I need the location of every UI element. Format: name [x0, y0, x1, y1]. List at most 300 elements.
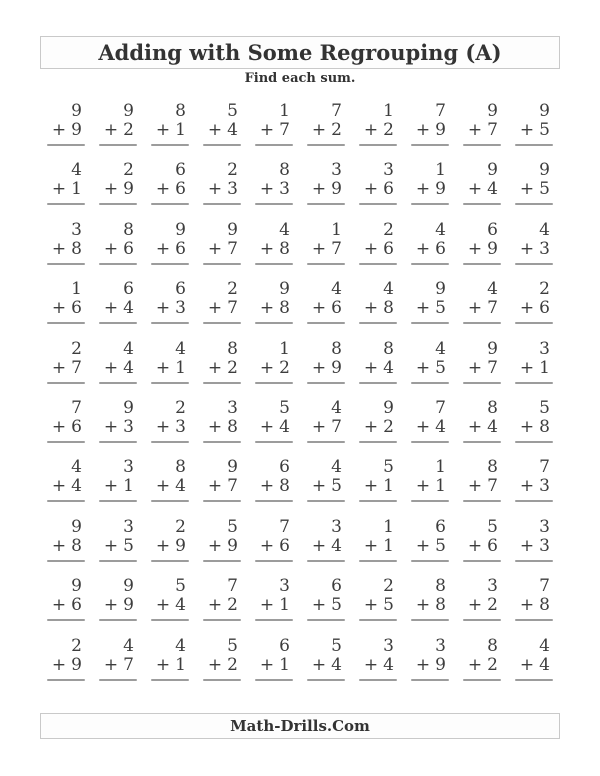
plus-operator: +: [519, 535, 535, 556]
addend-bottom-row: [312, 477, 345, 496]
addition-problem: [404, 160, 456, 219]
addend-top: 9: [123, 398, 134, 418]
addend-bottom: 1: [175, 357, 186, 378]
answer-line: [411, 263, 449, 265]
addend-bottom: 1: [383, 535, 394, 556]
plus-operator: +: [51, 238, 67, 259]
addend-bottom-row: [260, 418, 293, 437]
addend-bottom: 5: [539, 179, 550, 200]
plus-operator: +: [155, 357, 171, 378]
addend-bottom: 5: [331, 476, 342, 497]
plus-operator: +: [467, 357, 483, 378]
addend-bottom: 7: [71, 357, 82, 378]
addend-bottom-row: [520, 121, 553, 140]
addend-bottom: 8: [71, 238, 82, 259]
addition-problem: [40, 636, 92, 695]
answer-line: [203, 263, 241, 265]
addend-bottom-row: [312, 537, 345, 556]
addend-bottom-row: [468, 596, 501, 615]
addend-bottom: 2: [487, 654, 498, 675]
addition-problem: [352, 160, 404, 219]
addend-bottom: 3: [539, 238, 550, 259]
addend-bottom-row: [260, 240, 293, 259]
plus-operator: +: [311, 238, 327, 259]
addend-bottom: 9: [435, 179, 446, 200]
addend-top: 5: [227, 635, 238, 656]
addend-bottom: 8: [71, 535, 82, 556]
addend-bottom-row: [520, 537, 553, 556]
addend-bottom-row: [416, 299, 449, 318]
addend-top: 6: [123, 279, 134, 300]
addend-bottom-row: [52, 180, 85, 199]
answer-line: [99, 382, 137, 384]
plus-operator: +: [155, 298, 171, 319]
addend-bottom-row: [416, 418, 449, 437]
addend-top: 1: [279, 101, 290, 121]
addition-problem: [456, 339, 508, 398]
answer-line: [307, 619, 345, 621]
answer-line: [255, 263, 293, 265]
plus-operator: +: [51, 535, 67, 556]
addend-top: 6: [279, 635, 290, 656]
plus-operator: +: [363, 595, 379, 616]
addend-top: 7: [331, 101, 342, 121]
plus-operator: +: [363, 654, 379, 675]
answer-line: [307, 263, 345, 265]
plus-operator: +: [51, 595, 67, 616]
answer-line: [515, 679, 553, 681]
answer-line: [99, 679, 137, 681]
addend-top: 9: [71, 516, 82, 537]
addend-top: 9: [487, 101, 498, 121]
answer-line: [359, 679, 397, 681]
addend-bottom-row: [312, 596, 345, 615]
addend-bottom: 1: [175, 654, 186, 675]
plus-operator: +: [259, 238, 275, 259]
addend-bottom-row: [104, 537, 137, 556]
addend-top: 3: [279, 576, 290, 597]
addend-bottom-row: [260, 656, 293, 675]
plus-operator: +: [207, 654, 223, 675]
plus-operator: +: [51, 476, 67, 497]
addend-top: 3: [71, 219, 82, 240]
plus-operator: +: [103, 238, 119, 259]
addition-problem: [92, 101, 144, 160]
plus-operator: +: [155, 654, 171, 675]
answer-line: [411, 500, 449, 502]
addend-bottom-row: [52, 121, 85, 140]
plus-operator: +: [103, 298, 119, 319]
addend-top: 3: [435, 635, 446, 656]
addition-problem: [248, 398, 300, 457]
addend-top: 4: [331, 457, 342, 478]
plus-operator: +: [259, 654, 275, 675]
answer-line: [411, 441, 449, 443]
addend-bottom: 6: [383, 238, 394, 259]
plus-operator: +: [415, 417, 431, 437]
title-box: [40, 36, 560, 69]
answer-line: [411, 560, 449, 562]
plus-operator: +: [415, 357, 431, 378]
addition-problem: [92, 279, 144, 338]
addend-bottom-row: [312, 359, 345, 378]
addend-bottom: 6: [71, 417, 82, 437]
addend-top: 1: [383, 101, 394, 121]
plus-operator: +: [415, 120, 431, 140]
addition-problem: [196, 339, 248, 398]
addition-problem: [456, 398, 508, 457]
answer-line: [203, 679, 241, 681]
addend-bottom: 4: [175, 595, 186, 616]
answer-line: [307, 500, 345, 502]
addend-bottom-row: [416, 656, 449, 675]
answer-line: [151, 500, 189, 502]
plus-operator: +: [311, 476, 327, 497]
addend-bottom-row: [208, 477, 241, 496]
plus-operator: +: [363, 179, 379, 200]
addend-bottom: 4: [71, 476, 82, 497]
addend-bottom-row: [260, 121, 293, 140]
answer-line: [359, 144, 397, 146]
addend-bottom: 1: [123, 476, 134, 497]
addition-problem: [456, 160, 508, 219]
answer-line: [99, 322, 137, 324]
addend-top: 6: [435, 516, 446, 537]
addition-problem: [404, 576, 456, 635]
addend-top: 4: [435, 338, 446, 359]
answer-line: [47, 322, 85, 324]
answer-line: [307, 322, 345, 324]
addition-problem: [144, 398, 196, 457]
addend-bottom: 9: [487, 238, 498, 259]
plus-operator: +: [467, 298, 483, 319]
addend-bottom: 2: [383, 120, 394, 140]
plus-operator: +: [519, 238, 535, 259]
addend-top: 1: [279, 338, 290, 359]
addend-top: 8: [487, 635, 498, 656]
addend-bottom-row: [208, 418, 241, 437]
plus-operator: +: [155, 179, 171, 200]
addend-bottom: 7: [331, 417, 342, 437]
addend-top: 5: [331, 635, 342, 656]
addition-problem: [508, 576, 560, 635]
addend-top: 8: [123, 219, 134, 240]
addend-bottom: 8: [279, 238, 290, 259]
answer-line: [47, 500, 85, 502]
plus-operator: +: [311, 417, 327, 437]
addend-bottom-row: [208, 656, 241, 675]
plus-operator: +: [415, 298, 431, 319]
addend-bottom-row: [156, 477, 189, 496]
addend-top: 8: [175, 457, 186, 478]
addend-top: 9: [175, 219, 186, 240]
addend-bottom-row: [364, 537, 397, 556]
addend-bottom-row: [52, 656, 85, 675]
plus-operator: +: [51, 120, 67, 140]
answer-line: [307, 203, 345, 205]
addend-bottom: 1: [539, 357, 550, 378]
answer-line: [515, 322, 553, 324]
addend-bottom: 6: [123, 238, 134, 259]
addend-top: 9: [487, 338, 498, 359]
answer-line: [47, 203, 85, 205]
addition-problem: [300, 339, 352, 398]
addend-bottom-row: [312, 240, 345, 259]
addition-problem: [456, 636, 508, 695]
addend-top: 4: [383, 279, 394, 300]
addend-bottom-row: [364, 180, 397, 199]
answer-line: [359, 441, 397, 443]
addend-top: 2: [227, 279, 238, 300]
addition-problem: [196, 279, 248, 338]
addition-problem: [352, 517, 404, 576]
addend-bottom: 3: [123, 417, 134, 437]
plus-operator: +: [259, 595, 275, 616]
addition-problem: [144, 517, 196, 576]
addend-top: 7: [539, 457, 550, 478]
addend-top: 2: [383, 576, 394, 597]
addend-bottom: 3: [539, 476, 550, 497]
addend-top: 5: [279, 398, 290, 418]
addend-bottom: 9: [435, 654, 446, 675]
addend-bottom: 6: [175, 179, 186, 200]
addition-problem: [404, 398, 456, 457]
addend-top: 8: [487, 398, 498, 418]
answer-line: [463, 203, 501, 205]
plus-operator: +: [363, 476, 379, 497]
addend-top: 9: [487, 160, 498, 181]
addend-bottom-row: [312, 418, 345, 437]
addend-top: 2: [539, 279, 550, 300]
addend-top: 8: [331, 338, 342, 359]
addend-bottom-row: [156, 299, 189, 318]
addend-top: 7: [435, 398, 446, 418]
plus-operator: +: [207, 357, 223, 378]
addition-problem: [40, 457, 92, 516]
addend-bottom: 7: [331, 238, 342, 259]
plus-operator: +: [155, 476, 171, 497]
answer-line: [307, 679, 345, 681]
addition-problem: [508, 636, 560, 695]
addend-bottom-row: [52, 359, 85, 378]
addend-bottom-row: [416, 240, 449, 259]
addition-problem: [300, 457, 352, 516]
addend-bottom-row: [260, 299, 293, 318]
answer-line: [203, 441, 241, 443]
addend-top: 9: [71, 576, 82, 597]
plus-operator: +: [103, 595, 119, 616]
addend-bottom-row: [104, 596, 137, 615]
addend-bottom-row: [260, 537, 293, 556]
plus-operator: +: [51, 179, 67, 200]
addend-bottom-row: [520, 359, 553, 378]
addend-bottom-row: [260, 359, 293, 378]
plus-operator: +: [415, 179, 431, 200]
addend-bottom: 6: [175, 238, 186, 259]
addend-top: 4: [331, 279, 342, 300]
plus-operator: +: [363, 298, 379, 319]
addition-problem: [144, 101, 196, 160]
addend-bottom: 7: [487, 476, 498, 497]
answer-line: [359, 203, 397, 205]
addend-bottom: 8: [383, 298, 394, 319]
plus-operator: +: [467, 179, 483, 200]
addend-bottom: 7: [123, 654, 134, 675]
answer-line: [151, 679, 189, 681]
addition-problem: [352, 636, 404, 695]
answer-line: [255, 203, 293, 205]
answer-line: [151, 322, 189, 324]
addend-bottom-row: [208, 359, 241, 378]
addition-problem: [404, 339, 456, 398]
answer-line: [255, 500, 293, 502]
addend-bottom-row: [104, 656, 137, 675]
answer-line: [359, 322, 397, 324]
plus-operator: +: [311, 179, 327, 200]
answer-line: [515, 560, 553, 562]
addend-bottom-row: [104, 359, 137, 378]
addend-top: 9: [383, 398, 394, 418]
addend-bottom: 1: [71, 179, 82, 200]
addend-top: 3: [383, 635, 394, 656]
addend-top: 2: [71, 635, 82, 656]
answer-line: [203, 382, 241, 384]
addend-bottom-row: [312, 180, 345, 199]
addition-problem: [40, 398, 92, 457]
plus-operator: +: [207, 120, 223, 140]
addend-top: 8: [383, 338, 394, 359]
plus-operator: +: [467, 476, 483, 497]
plus-operator: +: [155, 238, 171, 259]
addend-bottom-row: [156, 418, 189, 437]
addend-bottom-row: [156, 656, 189, 675]
addend-bottom: 4: [227, 120, 238, 140]
addend-top: 6: [279, 457, 290, 478]
plus-operator: +: [415, 238, 431, 259]
plus-operator: +: [363, 357, 379, 378]
addend-bottom-row: [364, 240, 397, 259]
answer-line: [151, 560, 189, 562]
addition-problem: [248, 220, 300, 279]
addend-top: 6: [487, 219, 498, 240]
addend-bottom-row: [104, 418, 137, 437]
addend-top: 3: [123, 457, 134, 478]
answer-line: [359, 263, 397, 265]
addition-problem: [92, 517, 144, 576]
addend-bottom-row: [260, 596, 293, 615]
addend-bottom: 6: [331, 298, 342, 319]
addend-bottom-row: [208, 596, 241, 615]
addition-problem: [144, 636, 196, 695]
plus-operator: +: [415, 535, 431, 556]
addition-problem: [300, 517, 352, 576]
addend-top: 6: [331, 576, 342, 597]
addend-bottom-row: [364, 477, 397, 496]
addition-problem: [144, 576, 196, 635]
answer-line: [151, 144, 189, 146]
addition-problem: [144, 457, 196, 516]
plus-operator: +: [207, 298, 223, 319]
instructions-text: Find each sum.: [244, 71, 356, 86]
answer-line: [99, 560, 137, 562]
addend-top: 1: [435, 160, 446, 181]
plus-operator: +: [311, 654, 327, 675]
addend-bottom: 4: [123, 298, 134, 319]
plus-operator: +: [311, 357, 327, 378]
addition-problem: [352, 101, 404, 160]
addend-top: 4: [539, 635, 550, 656]
addend-bottom: 4: [279, 417, 290, 437]
addition-problem: [196, 220, 248, 279]
addend-bottom-row: [156, 180, 189, 199]
addend-top: 9: [123, 101, 134, 121]
plus-operator: +: [519, 179, 535, 200]
plus-operator: +: [363, 120, 379, 140]
addend-bottom-row: [364, 596, 397, 615]
addend-bottom: 9: [175, 535, 186, 556]
plus-operator: +: [467, 535, 483, 556]
addend-bottom-row: [520, 299, 553, 318]
addend-bottom: 2: [487, 595, 498, 616]
addition-problem: [40, 339, 92, 398]
addend-bottom: 8: [279, 476, 290, 497]
answer-line: [515, 203, 553, 205]
addition-problem: [196, 576, 248, 635]
addend-top: 3: [487, 576, 498, 597]
addend-bottom: 5: [435, 357, 446, 378]
addition-problem: [352, 220, 404, 279]
addend-bottom: 4: [123, 357, 134, 378]
addition-problem: [92, 457, 144, 516]
addend-top: 9: [279, 279, 290, 300]
addend-top: 9: [123, 576, 134, 597]
addition-problem: [352, 457, 404, 516]
plus-operator: +: [519, 417, 535, 437]
addend-bottom-row: [520, 180, 553, 199]
addend-bottom-row: [104, 299, 137, 318]
addend-bottom: 6: [383, 179, 394, 200]
addend-bottom: 7: [227, 298, 238, 319]
plus-operator: +: [103, 357, 119, 378]
addend-bottom-row: [520, 656, 553, 675]
addend-top: 9: [71, 101, 82, 121]
addend-bottom-row: [104, 477, 137, 496]
addend-bottom-row: [468, 299, 501, 318]
addition-problem: [300, 220, 352, 279]
addend-top: 3: [227, 398, 238, 418]
addend-bottom-row: [416, 180, 449, 199]
addition-problem: [352, 279, 404, 338]
plus-operator: +: [415, 595, 431, 616]
addition-problem: [456, 457, 508, 516]
addition-problem: [196, 101, 248, 160]
addend-bottom: 8: [539, 595, 550, 616]
addend-bottom: 9: [123, 595, 134, 616]
addend-bottom: 5: [331, 595, 342, 616]
addend-bottom: 7: [227, 476, 238, 497]
addition-problem: [248, 517, 300, 576]
addend-top: 2: [175, 398, 186, 418]
answer-line: [411, 144, 449, 146]
answer-line: [411, 619, 449, 621]
addend-bottom-row: [416, 359, 449, 378]
answer-line: [151, 263, 189, 265]
addend-bottom-row: [52, 596, 85, 615]
addend-bottom: 6: [279, 535, 290, 556]
addition-problem: [196, 457, 248, 516]
plus-operator: +: [207, 476, 223, 497]
addend-bottom: 6: [71, 298, 82, 319]
